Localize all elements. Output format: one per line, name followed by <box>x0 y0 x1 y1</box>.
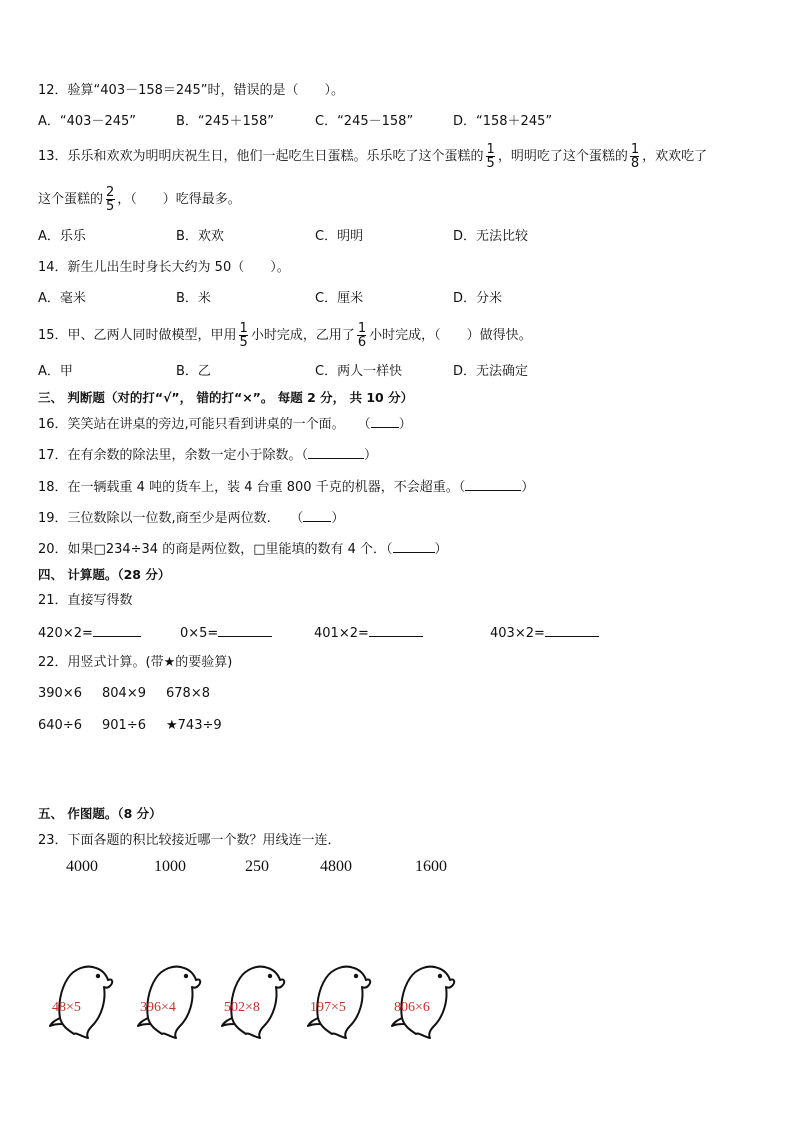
q21-answer-blank-3[interactable] <box>369 624 423 637</box>
q16-line: 16．笑笑站在讲桌的旁边,可能只看到讲桌的一个面。 （ ） <box>38 417 412 432</box>
q16-text: 16．笑笑站在讲桌的旁边,可能只看到讲桌的一个面。 （ <box>38 417 371 432</box>
q18-line: 18．在一辆载重 4 吨的货车上，装 4 台重 800 千克的机器，不会超重。（ ） <box>38 480 535 495</box>
target-number-4[interactable]: 4800 <box>320 858 352 875</box>
q20-text: 20．如果□234÷34 的商是两位数，□里能填的数有 4 个．（ <box>38 542 393 557</box>
q21-item-3: 401×2= <box>314 624 423 643</box>
q14-option-c[interactable]: C．厘米 <box>315 291 364 306</box>
q12-option-a[interactable]: A．“403－245” <box>38 114 136 129</box>
q15-fraction-1: $\frac{1}{5}$ <box>239 321 248 350</box>
q21-item-4: 403×2= <box>490 624 599 643</box>
q15-text-2: 小时完成，乙用了 <box>250 328 355 343</box>
dolphin-card-4[interactable] <box>304 960 374 1042</box>
dolphin-expression-5: 806×6 <box>394 1000 430 1015</box>
q14-option-b[interactable]: B．米 <box>176 291 211 306</box>
q23-title: 23．下面各题的积比较接近哪一个数？用线连一连． <box>38 833 341 848</box>
q13-line1 <box>38 143 707 170</box>
q13-option-c[interactable]: C．明明 <box>315 229 364 244</box>
q16-answer-blank[interactable] <box>371 415 399 428</box>
q17-answer-blank[interactable] <box>308 446 364 459</box>
q18-text: 18．在一辆载重 4 吨的货车上，装 4 台重 800 千克的机器，不会超重。（ <box>38 480 466 495</box>
q19-line: 19．三位数除以一位数,商至少是两位数. （ ） <box>38 511 345 526</box>
dolphin-expression-1: 48×5 <box>52 1000 81 1015</box>
q15-text-3: 小时完成，（ ）做得快。 <box>369 328 532 343</box>
q13-text-2: ，明明吃了这个蛋糕的 <box>497 149 628 164</box>
q19-text: 19．三位数除以一位数,商至少是两位数. （ <box>38 511 304 526</box>
q22-title: 22．用竖式计算。(带★的要验算) <box>38 655 233 670</box>
target-number-2[interactable]: 1000 <box>154 858 186 875</box>
q18-answer-blank[interactable] <box>465 478 521 491</box>
q13-option-d[interactable]: D．无法比较 <box>453 229 529 244</box>
q22-problem-2: 804×9 <box>102 686 146 701</box>
q22-problem-5: 901÷6 <box>102 718 146 733</box>
q12-option-c[interactable]: C．“245－158” <box>315 114 414 129</box>
q21-answer-blank-2[interactable] <box>218 624 272 637</box>
q13-option-a[interactable]: A．乐乐 <box>38 229 86 244</box>
q13-text-3: ，欢欢吃了 <box>642 149 708 164</box>
section-5-heading: 五、 作图题。（8 分） <box>38 806 162 821</box>
q13-line2 <box>38 186 241 213</box>
section-3-heading: 三、 判断题（对的打“√”， 错的打“×”。 每题 2 分， 共 10 分） <box>38 390 414 405</box>
q21-item-2: 0×5= <box>180 624 272 643</box>
q15-option-c[interactable]: C．两人一样快 <box>315 364 403 379</box>
q13-text-1: 13．乐乐和欢欢为明明庆祝生日，他们一起吃生日蛋糕。乐乐吃了这个蛋糕的 <box>38 149 484 164</box>
q22-problem-3: 678×8 <box>166 686 210 701</box>
q13-text-5: ，（ ）吃得最多。 <box>117 192 241 207</box>
dolphin-card-2[interactable] <box>134 960 204 1042</box>
dolphin-expression-4: 197×5 <box>310 1000 346 1015</box>
q15-option-a[interactable]: A．甲 <box>38 364 73 379</box>
dolphin-card-1[interactable] <box>46 960 116 1042</box>
q15-fraction-2: $\frac{1}{6}$ <box>357 321 367 350</box>
dolphin-card-3[interactable] <box>218 960 288 1042</box>
target-number-3[interactable]: 250 <box>245 858 269 875</box>
q20-line: 20．如果□234÷34 的商是两位数，□里能填的数有 4 个．（ ） <box>38 542 448 557</box>
dolphin-expression-2: 396×4 <box>140 1000 176 1015</box>
q12-option-b[interactable]: B．“245＋158” <box>176 114 275 129</box>
q13-fraction-2: $\frac{1}{8}$ <box>630 142 640 171</box>
q14-text: 14．新生儿出生时身长大约为 50（ ）。 <box>38 260 290 275</box>
q12-option-d[interactable]: D．“158＋245” <box>453 114 553 129</box>
q22-problem-4: 640÷6 <box>38 718 82 733</box>
q13-text-4: 这个蛋糕的 <box>38 192 104 207</box>
dolphin-expression-3: 502×8 <box>224 1000 260 1015</box>
q15-text-1: 15．甲、乙两人同时做模型，甲用 <box>38 328 237 343</box>
q20-answer-blank[interactable] <box>393 540 435 553</box>
q15-line <box>38 322 532 349</box>
q15-option-b[interactable]: B．乙 <box>176 364 211 379</box>
q19-answer-blank[interactable] <box>303 509 331 522</box>
q14-option-a[interactable]: A．毫米 <box>38 291 86 306</box>
q21-item-1: 420×2= <box>38 624 141 643</box>
dolphin-card-5[interactable] <box>388 960 458 1042</box>
q12-text: 12．验算“403－158＝245”时，错误的是（ ）。 <box>38 83 344 98</box>
target-number-5[interactable]: 1600 <box>415 858 447 875</box>
q15-option-d[interactable]: D．无法确定 <box>453 364 529 379</box>
q17-text: 17．在有余数的除法里，余数一定小于除数。（ <box>38 448 309 463</box>
q13-fraction-1: $\frac{1}{5}$ <box>486 142 495 171</box>
q21-answer-blank-1[interactable] <box>93 624 141 637</box>
q21-answer-blank-4[interactable] <box>545 624 599 637</box>
q17-line: 17．在有余数的除法里，余数一定小于除数。（ ） <box>38 448 378 463</box>
q21-title: 21．直接写得数 <box>38 593 133 608</box>
q13-fraction-3: $\frac{2}{5}$ <box>106 185 115 214</box>
target-number-1[interactable]: 4000 <box>66 858 98 875</box>
q22-problem-1: 390×6 <box>38 686 82 701</box>
q14-option-d[interactable]: D．分米 <box>453 291 503 306</box>
section-4-heading: 四、 计算题。（28 分） <box>38 567 171 582</box>
q13-option-b[interactable]: B．欢欢 <box>176 229 224 244</box>
q22-problem-6: ★743÷9 <box>166 718 222 733</box>
